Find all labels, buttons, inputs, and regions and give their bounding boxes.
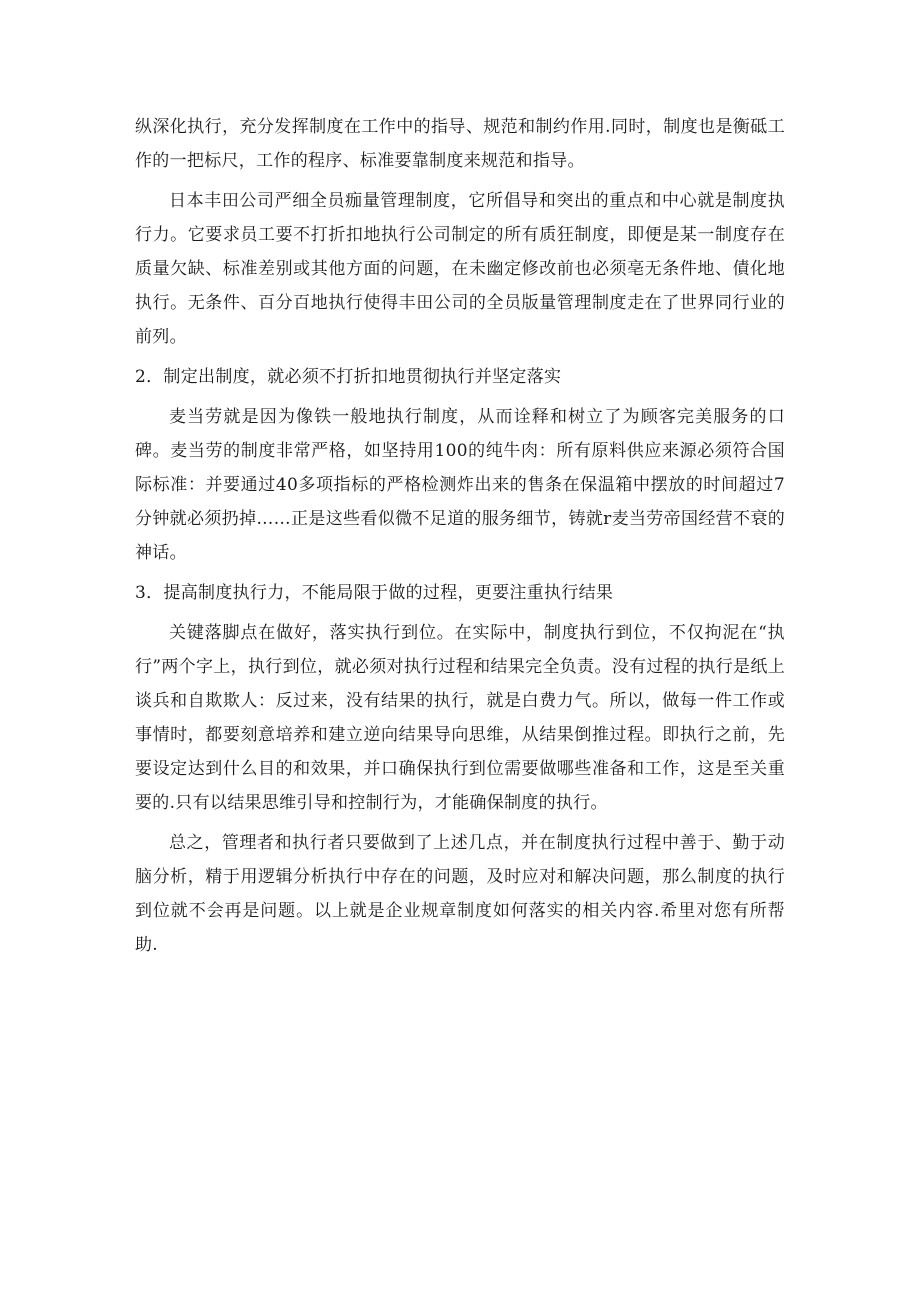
paragraph-toyota: 日本丰田公司严细全员痂量管理制度，它所倡导和突出的重点和中心就是制度执行力。它要求员工要不打折扣地执行公司制定的所有质狂制度，即便是某一制度存在质量欠缺、标准差别或其他方面的问题，在未幽定修改前也必须亳无条件地、債化地执行。无条件、百分百地执行使得丰田公司的全员版量管理制度走在了世界同行业的前列。: [135, 191, 785, 347]
paragraph-execution-result: 关键落脚点在做好，落实执行到位。在实际中，制度执行到位，不仅拘泥在“执行”两个字上，执行到位，就必须对执行过程和结果完全负责。没有过程的执行是纸上谈兵和自欺欺人：反过来，没有结果的执行，就是白费力气。所以，做每一件工作或事情时，都要刻意培养和建立逆向结果导向思维，从结果倒推过程。即执行之前，先要设定达到什么目的和效果，并口确保执行到位需要做哪些准备和工作，这是至关重要的.只有以结果思维引导和控制行为，才能确保制度的执行。: [135, 623, 785, 813]
paragraph-mcdonalds: 麦当劳就是因为像铁一般地执行制度，从而诠释和树立了为顾客完美服务的口碑。麦当劳的制度非常严格，如坚持用100的纯牛肉：所有原料供应来源必须符合国际标准：并要通过40多项指标的严格检测炸出来的售条在保温箱中摆放的时间超过7分钟就必须扔掉……正是这些看似微不足道的服务细节，铸就r麦当劳帝国经营不衰的神话。: [135, 407, 785, 563]
paragraph-1: 纵深化执行，充分发挥制度在工作中的指导、规范和制约作用.同时，制度也是衡砥工作的一把标尺，工作的程序、标准要靠制度来规范和指导。: [135, 117, 785, 171]
document-body: [135, 110, 785, 968]
paragraph-conclusion: 总之，管理者和执行者只要做到了上述几点，并在制度执行过程中善于、勤于动脑分析，精于用逻辑分析执行中存在的问题，及时应对和解决问题，那么制度的执行到位就不会再是问题。以上就是企业规章制度如何落实的相关内容.希里对您有所帮助.: [135, 833, 785, 955]
section-heading-3: 3．提高制度执行力，不能局限于做的过程，更要注重执行结果: [135, 583, 614, 603]
section-heading-2: 2．制定出制度，就必须不打折扣地贯彻执行并坚定落实: [135, 367, 562, 387]
